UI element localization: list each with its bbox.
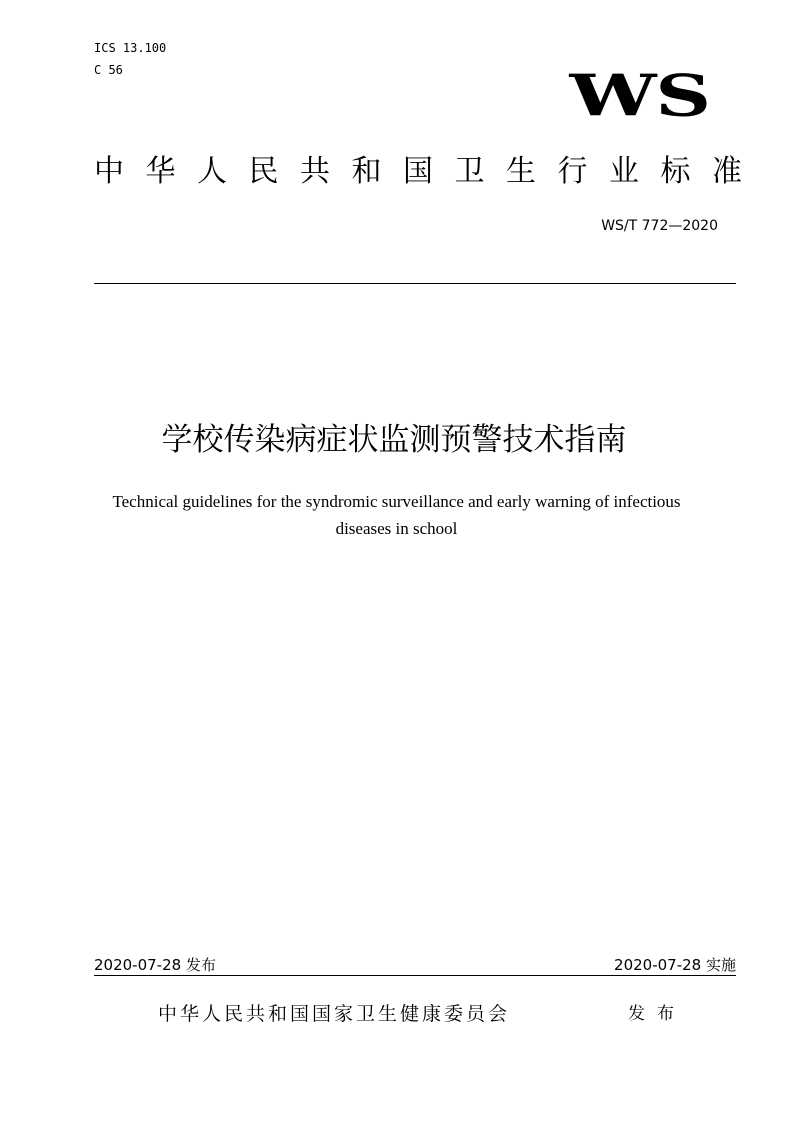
standard-type-char: 准 xyxy=(712,154,742,189)
english-title-line-1: Technical guidelines for the syndromic surveillance and early warning of infectious xyxy=(112,492,681,511)
top-divider xyxy=(94,283,736,284)
standard-type-char: 和 xyxy=(351,154,382,189)
issued-label: 发布 xyxy=(628,1004,686,1024)
standard-type-char: 业 xyxy=(609,154,639,189)
ics-code: ICS 13.100 xyxy=(94,41,167,55)
english-title-line-2: diseases in school xyxy=(335,519,458,538)
issuing-authority: 中华人民共和国国家卫生健康委员会 xyxy=(158,1003,511,1025)
standard-type-char: 共 xyxy=(300,154,330,189)
standard-type-char: 生 xyxy=(506,154,536,189)
standard-type-char: 卫 xyxy=(454,154,485,189)
bottom-divider xyxy=(94,975,736,976)
standard-type-char: 国 xyxy=(403,154,433,189)
ccs-code: C 56 xyxy=(94,63,123,77)
standard-type-char: 标 xyxy=(660,154,691,189)
standard-type-char: 中 xyxy=(94,154,124,189)
standard-number: WS/T 772—2020 xyxy=(601,218,718,234)
document-title-english xyxy=(60,488,733,542)
standard-type-heading xyxy=(94,152,742,192)
standard-type-char: 华 xyxy=(145,154,176,189)
implement-date: 2020-07-28 实施 xyxy=(614,956,736,974)
publish-date: 2020-07-28 发布 xyxy=(94,956,216,974)
standard-type-char: 行 xyxy=(557,154,588,189)
standard-type-char: 民 xyxy=(248,154,279,189)
document-title-chinese: 学校传染病症状监测预警技术指南 xyxy=(161,422,627,458)
standard-type-char: 人 xyxy=(197,154,227,189)
ws-logo: WS xyxy=(569,62,710,130)
